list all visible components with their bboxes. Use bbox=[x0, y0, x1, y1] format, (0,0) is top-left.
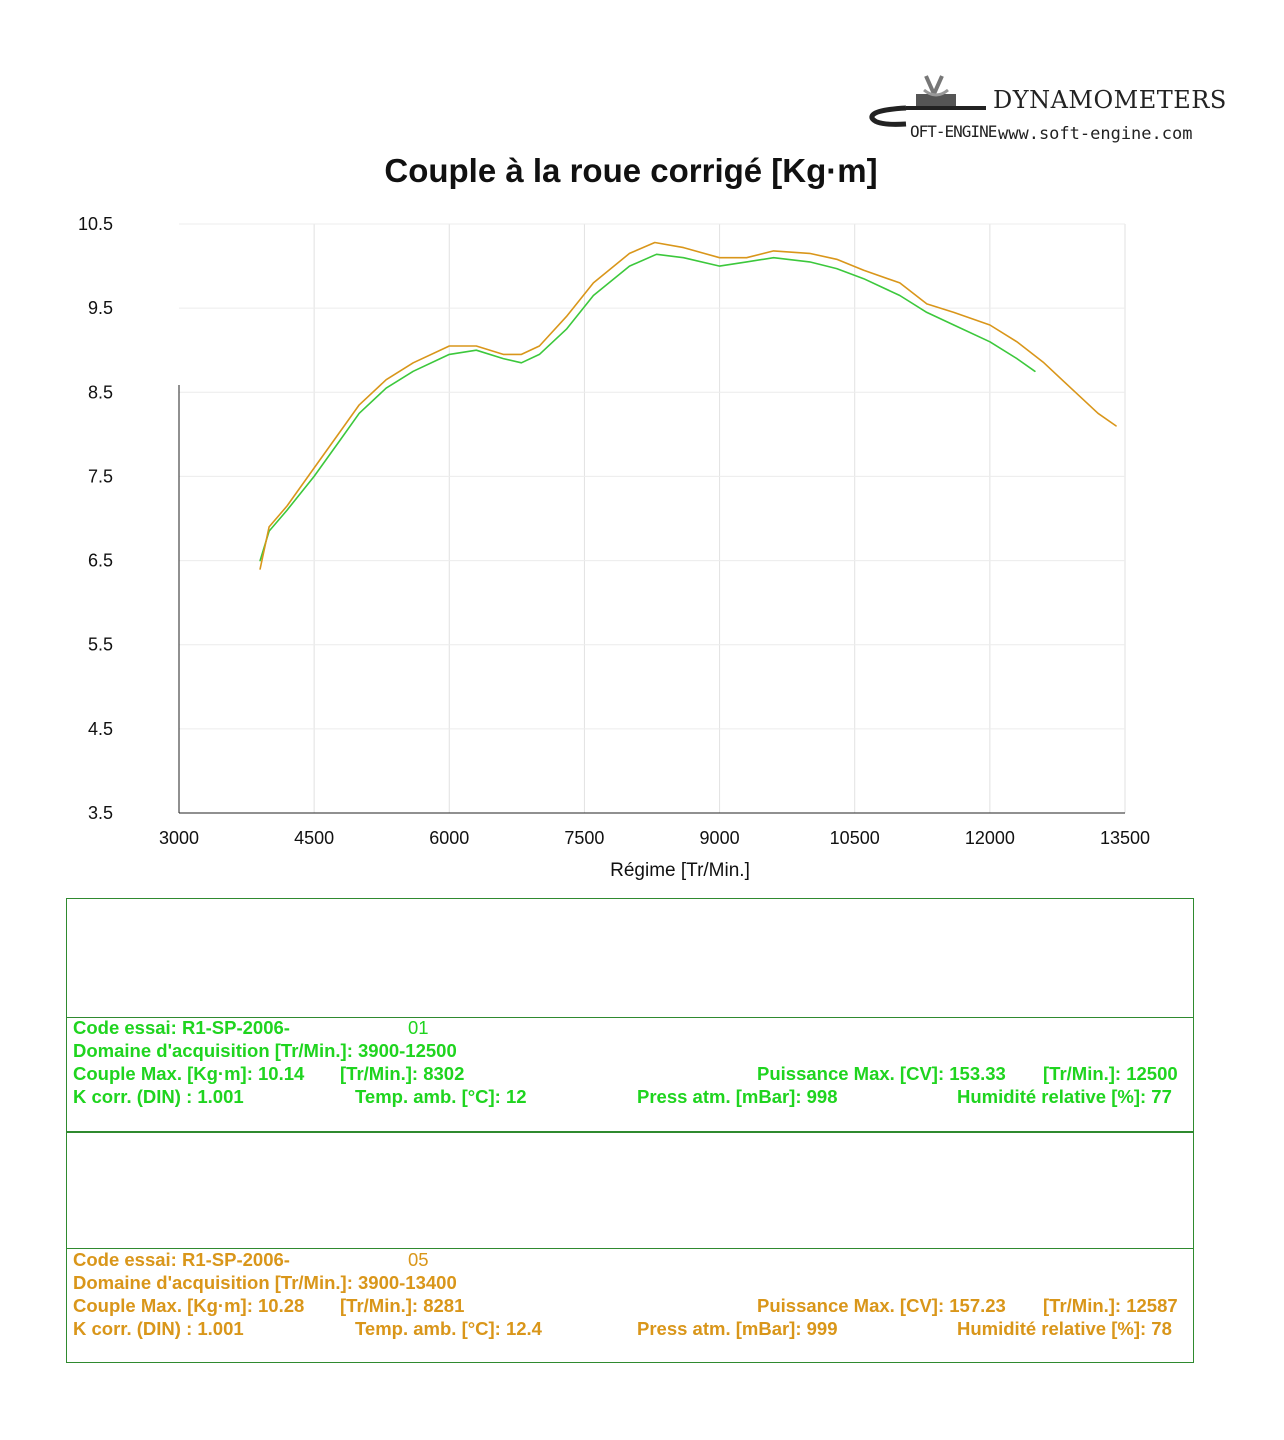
series-line-1 bbox=[260, 254, 1035, 560]
y-tick-label: 8.5 bbox=[87, 382, 113, 403]
y-tick-label: 6.5 bbox=[87, 550, 113, 571]
y-tick-label: 3.5 bbox=[87, 803, 113, 823]
x-tick-label: 7500 bbox=[564, 828, 605, 848]
panel-2-humid: Humidité relative [%]: 78 bbox=[957, 1318, 1172, 1339]
series-layer bbox=[260, 243, 1116, 570]
chart-title: Couple à la roue corrigé [Kg·m] bbox=[384, 152, 878, 189]
panel-2-couple-rpm: [Tr/Min.]: 8281 bbox=[340, 1295, 465, 1316]
panel-2-puissance-rpm: [Tr/Min.]: 12587 bbox=[1043, 1295, 1178, 1316]
panel-1-puissance: Puissance Max. [CV]: 153.33 bbox=[757, 1063, 1006, 1084]
panel-2-puissance: Puissance Max. [CV]: 157.23 bbox=[757, 1295, 1006, 1316]
x-tick-label: 9000 bbox=[699, 828, 740, 848]
x-tick-label: 4500 bbox=[294, 828, 335, 848]
panel-2-code: Code essai: R1-SP-2006- 05 bbox=[73, 1249, 429, 1270]
panel-1-press: Press atm. [mBar]: 998 bbox=[637, 1086, 838, 1107]
x-tick-label: 13500 bbox=[1099, 828, 1151, 848]
logo-brand-text: DYNAMOMETERS bbox=[993, 86, 1227, 114]
x-axis-label: Régime [Tr/Min.] bbox=[610, 860, 750, 881]
y-tick-label: 10.5 bbox=[77, 214, 113, 234]
x-tick-label: 10500 bbox=[829, 828, 880, 848]
logo-name-text: OFT-ENGINE bbox=[910, 122, 997, 141]
panel-1-temp: Temp. amb. [°C]: 12 bbox=[355, 1086, 527, 1107]
panel-1-code: Code essai: R1-SP-2006- 01 bbox=[73, 1017, 429, 1038]
chart-grid bbox=[179, 224, 1125, 813]
logo-url-text: www.soft-engine.com bbox=[998, 124, 1193, 144]
panel-2-press: Press atm. [mBar]: 999 bbox=[637, 1318, 838, 1339]
y-tick-label: 7.5 bbox=[87, 466, 113, 487]
panel-1-blank-area bbox=[67, 899, 1193, 1018]
y-tick-label: 4.5 bbox=[87, 718, 113, 739]
test-panel-1 bbox=[66, 898, 1194, 1133]
panel-1-domain: Domaine d'acquisition [Tr/Min.]: 3900-12500 bbox=[73, 1040, 457, 1061]
axis-ticks bbox=[78, 214, 1150, 848]
panel-1-kcorr: K corr. (DIN) : 1.001 bbox=[73, 1086, 244, 1107]
y-tick-label: 5.5 bbox=[87, 634, 113, 655]
panel-2-temp: Temp. amb. [°C]: 12.4 bbox=[355, 1318, 542, 1339]
panel-2-blank-area bbox=[67, 1132, 1193, 1249]
test-panel-2 bbox=[66, 1131, 1194, 1363]
panel-1-couple: Couple Max. [Kg·m]: 10.14 bbox=[73, 1063, 305, 1084]
panel-2-domain: Domaine d'acquisition [Tr/Min.]: 3900-13400 bbox=[73, 1272, 457, 1293]
panel-1-puissance-rpm: [Tr/Min.]: 12500 bbox=[1043, 1063, 1178, 1084]
x-tick-label: 6000 bbox=[429, 828, 470, 848]
panel-1-couple-rpm: [Tr/Min.]: 8302 bbox=[340, 1063, 465, 1084]
panel-1-humid: Humidité relative [%]: 77 bbox=[957, 1086, 1172, 1107]
x-tick-label: 3000 bbox=[158, 828, 200, 848]
x-tick-label: 12000 bbox=[964, 828, 1015, 848]
series-line-2 bbox=[260, 243, 1116, 570]
y-tick-label: 9.5 bbox=[87, 298, 113, 319]
panel-2-kcorr: K corr. (DIN) : 1.001 bbox=[73, 1318, 244, 1339]
panel-2-couple: Couple Max. [Kg·m]: 10.28 bbox=[73, 1295, 305, 1316]
